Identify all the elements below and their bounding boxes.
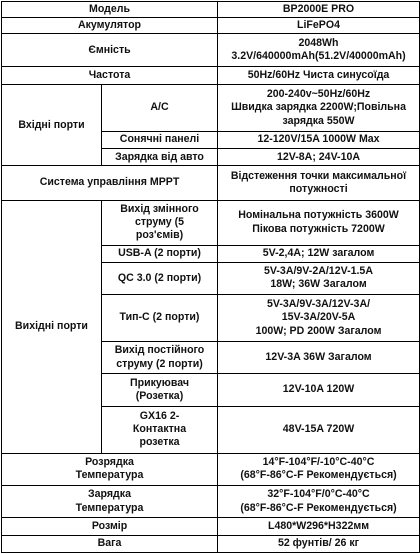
usb-a-value: 5V-2,4A; 12W загалом [218, 245, 420, 262]
dc-output-value: 12V-3A 36W Загалом [218, 341, 420, 373]
model-label: Модель [2, 2, 218, 18]
frequency-label: Частота [2, 66, 218, 84]
table-row [2, 18, 420, 34]
table-row [2, 166, 420, 201]
cigar-label [102, 374, 218, 406]
discharge-temp-line: 14°F-104°F/-10°C-40°C [262, 456, 375, 468]
capacity-label: Ємність [2, 34, 218, 66]
ac-input-value [218, 85, 420, 132]
table-row [2, 200, 420, 245]
usb-a-label: USB-A (2 порти) [102, 245, 218, 262]
ac-input-label: A/C [102, 85, 218, 132]
capacity-value [218, 34, 420, 66]
table-row [2, 518, 420, 535]
capacity-line: 2048Wh [298, 36, 339, 49]
capacity-line: 3.2V/640000mAh(51.2V/40000mAh) [231, 50, 406, 63]
spec-table [1, 1, 420, 553]
ac-output-line: Пікова потужність 7200W [252, 222, 385, 235]
mppt-line: потужності [289, 183, 348, 196]
cigar-label-line: Прикуювач [130, 376, 189, 389]
ac-output-label-line: роз'ємів) [135, 229, 184, 242]
car-charge-label: Зарядка від авто [102, 149, 218, 166]
qc-value [218, 262, 420, 294]
input-ports-label: Вхідні порти [2, 85, 102, 166]
dc-output-label-line: Вихід постійного [114, 344, 205, 357]
qc-label: QC 3.0 (2 порти) [102, 262, 218, 294]
table-row [2, 453, 420, 485]
solar-label: Сонячні панелі [102, 131, 218, 148]
typec-line: 15V-3A/20V-5A [281, 311, 356, 324]
ac-input-line: Швидка зарядка 2200W;Повільна [231, 101, 406, 114]
discharge-temp-value [218, 453, 420, 485]
qc-line: 18W; 36W Загалом [270, 278, 367, 291]
dc-output-label [102, 341, 218, 373]
discharge-temp-label-line: Розрядка [85, 456, 134, 468]
dc-output-label-line: струму (2 порти) [116, 357, 203, 370]
ac-output-value [218, 200, 420, 245]
battery-value: LiFePO4 [218, 18, 420, 34]
charge-temp-label-line: Температура [75, 501, 144, 514]
gx16-label-line: Контактна [132, 423, 187, 436]
gx16-label-line: розетка [139, 436, 180, 449]
table-row [2, 535, 420, 552]
car-charge-value: 12V-8A; 24V-10A [218, 149, 420, 166]
mppt-line: Відстеження точки максимальної [230, 169, 407, 182]
output-ports-label: Вихідні порти [2, 200, 102, 453]
typec-line: 100W; PD 200W Загалом [255, 324, 382, 337]
charge-temp-label [2, 485, 218, 517]
mppt-value [218, 166, 420, 201]
table-row [2, 85, 420, 132]
cigar-value: 12V-10A 120W [218, 374, 420, 406]
size-value: L480*W296*H322мм [218, 518, 420, 535]
typec-label: Тип-C (2 порти) [102, 295, 218, 342]
charge-temp-line: 32°F-104°F/0°C-40°C [267, 488, 370, 501]
size-label: Розмір [2, 518, 218, 535]
charge-temp-value [218, 485, 420, 517]
ac-output-line: Номінальна потужність 3600W [238, 209, 399, 222]
frequency-value: 50Hz/60Hz Чиста синусоїда [218, 66, 420, 84]
discharge-temp-label-line: Температура [75, 469, 144, 482]
table-row [2, 66, 420, 84]
ac-output-label [102, 200, 218, 245]
typec-line: 5V-3A/9V-3A/12V-3A/ [266, 298, 371, 311]
table-row [2, 34, 420, 66]
solar-value: 12-120V/15A 1000W Max [218, 131, 420, 148]
ac-input-line: 200-240v~50Hz/60Hz [266, 88, 371, 101]
gx16-label-line: GX16 2- [139, 409, 180, 422]
model-value: BP2000E PRO [218, 2, 420, 18]
qc-line: 5V-3A/9V-2A/12V-1.5A [264, 265, 373, 278]
gx16-label [102, 406, 218, 453]
gx16-value: 48V-15A 720W [218, 406, 420, 453]
discharge-temp-line: (68°F-86°C-F Рекомендується) [240, 469, 397, 482]
typec-value [218, 295, 420, 342]
table-row [2, 2, 420, 18]
table-row [2, 485, 420, 517]
ac-input-line: зарядка 550W [282, 114, 355, 127]
charge-temp-label-line: Зарядка [88, 488, 131, 501]
mppt-label: Система управління MPPT [2, 166, 218, 201]
cigar-label-line: (Розетка) [135, 390, 184, 403]
battery-label: Акумулятор [2, 18, 218, 34]
weight-value: 52 фунтів/ 26 кг [218, 535, 420, 552]
discharge-temp-label [2, 453, 218, 485]
ac-output-label-line: струму (5 [134, 216, 185, 229]
weight-label: Вага [2, 535, 218, 552]
ac-output-label-line: Вихід змінного [120, 202, 199, 215]
charge-temp-line: (68°F-86°C-F Рекомендується) [240, 501, 397, 514]
